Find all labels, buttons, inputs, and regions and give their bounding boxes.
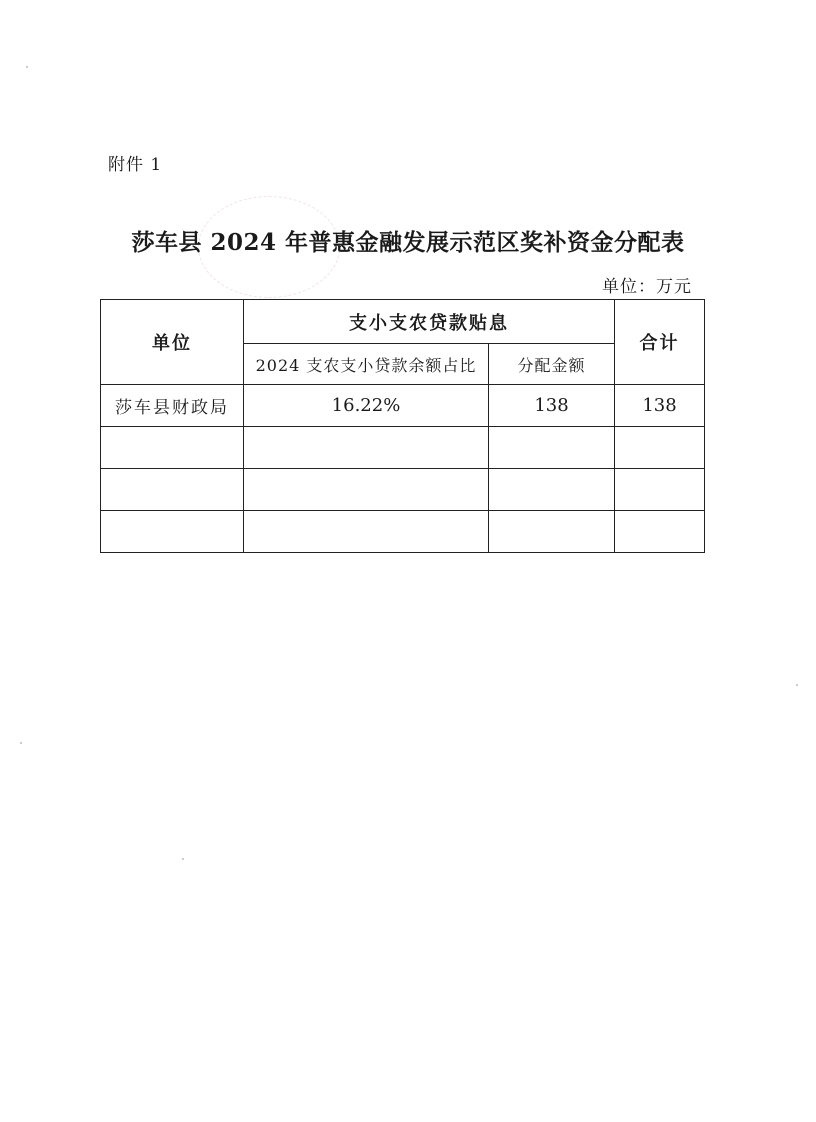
- cell-ratio: [244, 427, 489, 469]
- attachment-label: 附件 1: [108, 155, 163, 175]
- scan-speck: [182, 858, 184, 860]
- header-loan-ratio: 2024 支农支小贷款余额占比: [244, 344, 489, 385]
- cell-ratio: [244, 469, 489, 511]
- header-loan-subsidy: 支小支农贷款贴息: [244, 300, 615, 344]
- header-allocated-amount: 分配金额: [489, 344, 615, 385]
- cell-unit: [101, 511, 244, 553]
- scan-speck: [796, 684, 798, 686]
- scan-speck: [26, 66, 28, 68]
- cell-total: [615, 469, 705, 511]
- allocation-table: [100, 299, 705, 553]
- unit-label: 单位：万元: [602, 277, 692, 297]
- cell-ratio: [244, 511, 489, 553]
- document-title: 莎车县 2024 年普惠金融发展示范区奖补资金分配表: [131, 229, 685, 256]
- cell-unit: 莎车县财政局: [101, 385, 244, 427]
- cell-total: [615, 427, 705, 469]
- cell-ratio: 16.22%: [244, 385, 489, 427]
- table-header-row: [101, 300, 705, 344]
- table-row: [101, 385, 705, 427]
- cell-amount: [489, 469, 615, 511]
- scan-speck: [20, 742, 22, 744]
- cell-amount: [489, 511, 615, 553]
- header-total: 合计: [615, 300, 705, 385]
- cell-total: 138: [615, 385, 705, 427]
- cell-total: [615, 511, 705, 553]
- cell-amount: [489, 427, 615, 469]
- cell-unit: [101, 427, 244, 469]
- cell-unit: [101, 469, 244, 511]
- cell-amount: 138: [489, 385, 615, 427]
- header-unit: 单位: [101, 300, 244, 385]
- table-row: [101, 469, 705, 511]
- table-row: [101, 511, 705, 553]
- table-row: [101, 427, 705, 469]
